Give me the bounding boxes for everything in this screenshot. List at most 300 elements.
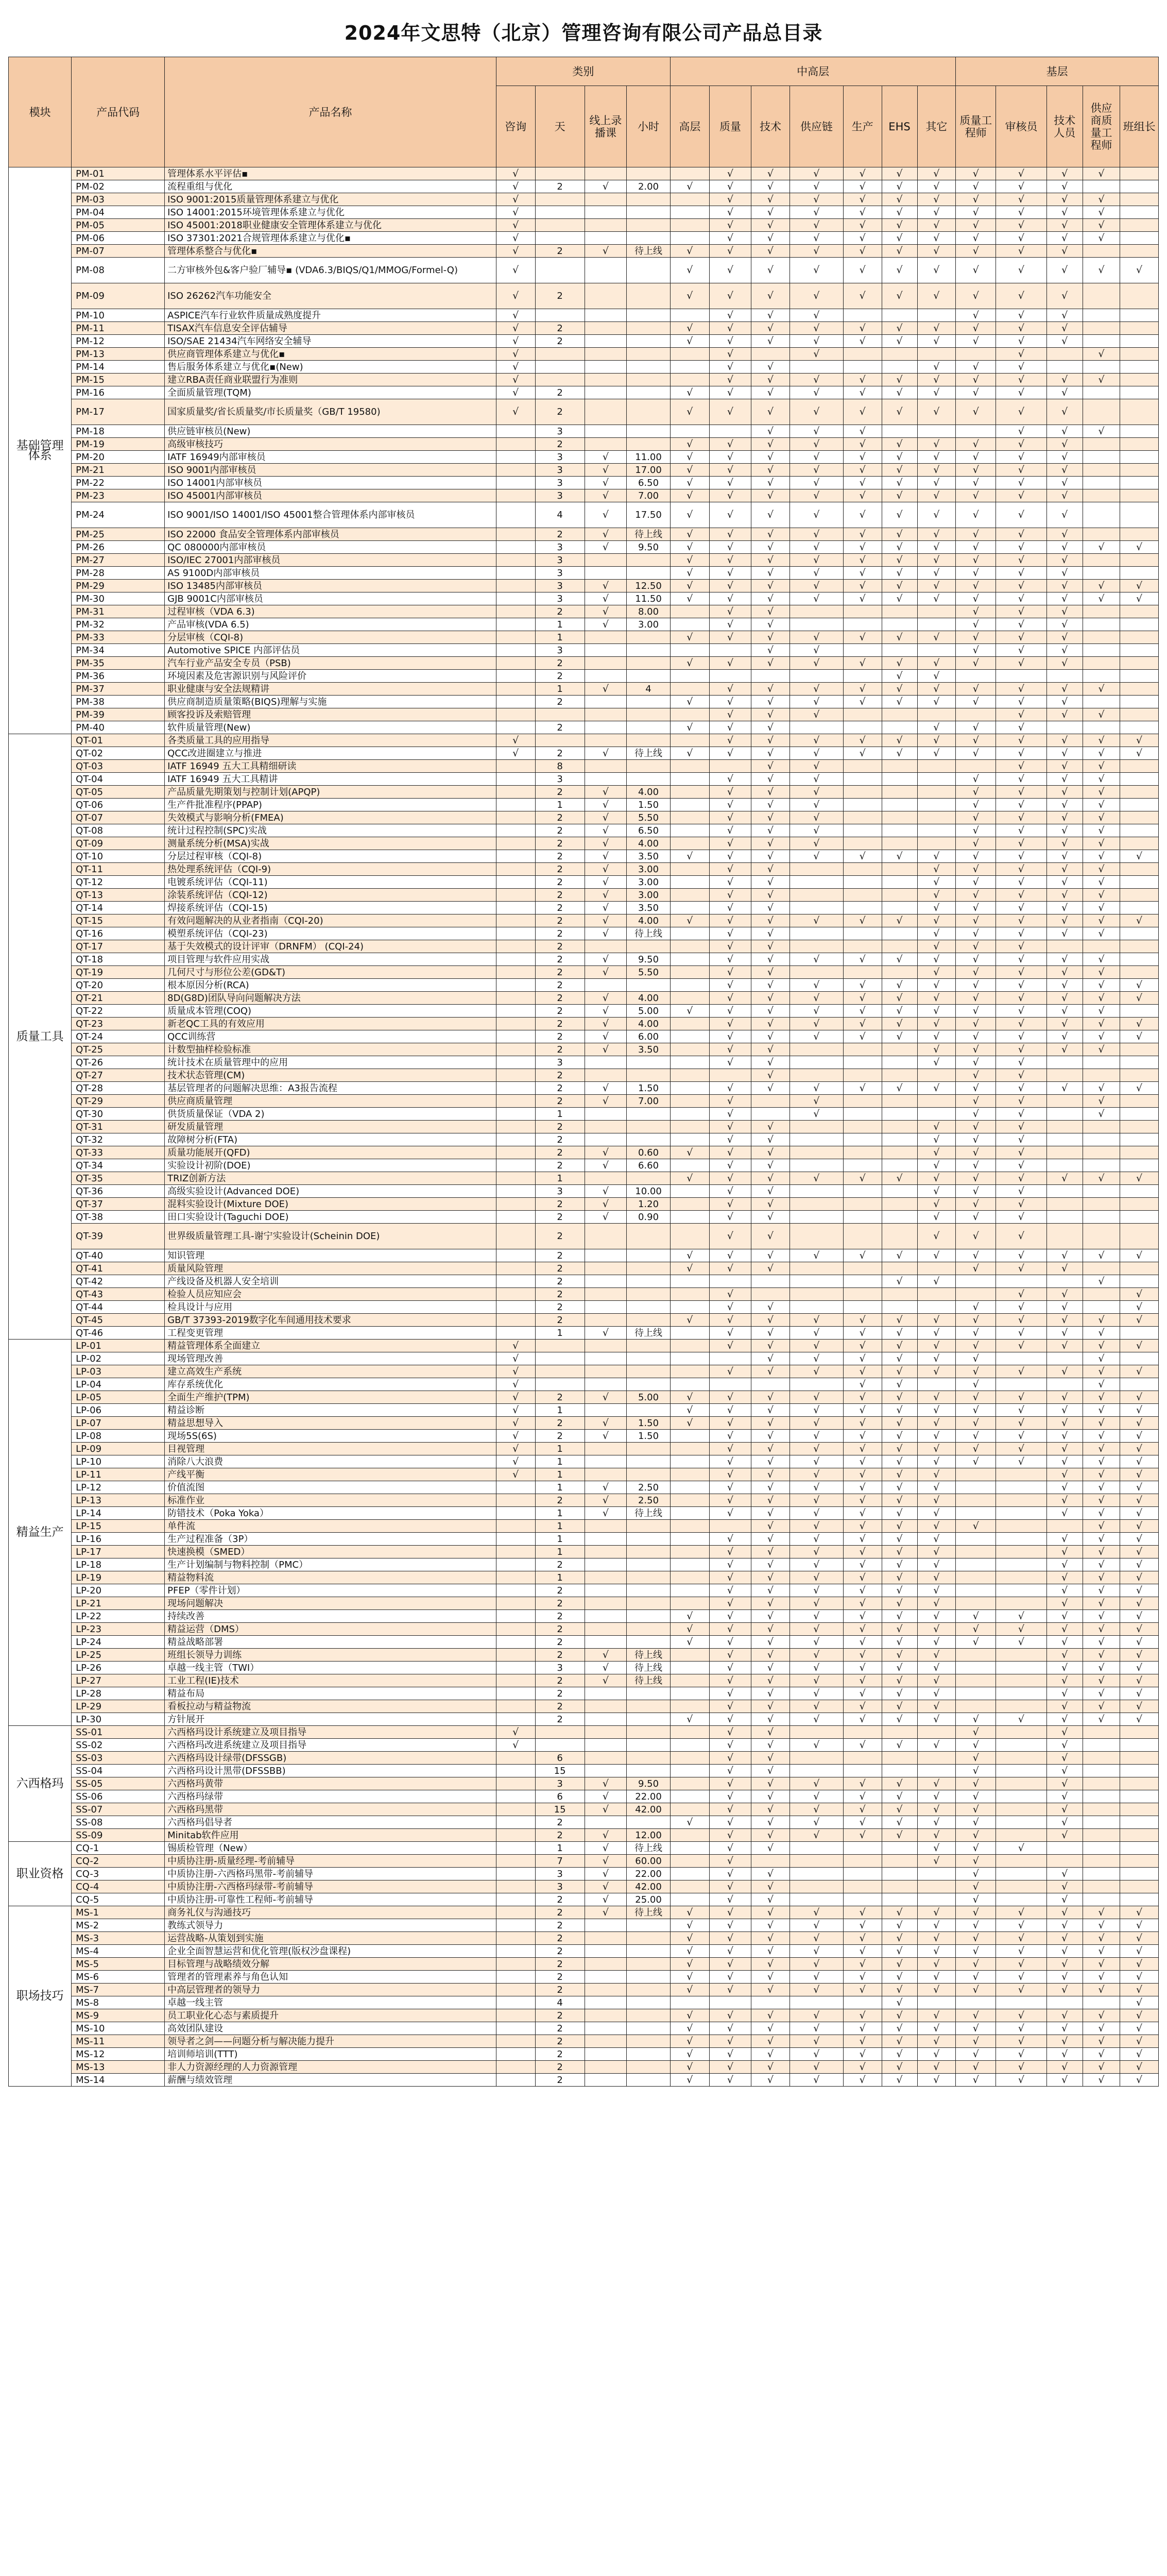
check-mark: √ <box>996 605 1046 618</box>
value-cell <box>585 438 626 451</box>
value-cell <box>917 824 956 837</box>
value-cell <box>1120 1005 1159 1018</box>
check-mark: √ <box>496 193 535 206</box>
check-mark: √ <box>917 1185 956 1198</box>
value-cell <box>882 1185 917 1198</box>
check-mark: √ <box>585 1893 626 1906</box>
check-mark: √ <box>996 348 1046 361</box>
value-cell <box>496 1996 535 2009</box>
table-row <box>9 657 1159 670</box>
product-code: LP-18 <box>72 1558 165 1571</box>
check-mark: √ <box>917 1984 956 1996</box>
check-mark: √ <box>996 1172 1046 1185</box>
check-mark: √ <box>917 322 956 335</box>
value-cell <box>496 721 535 734</box>
check-mark: √ <box>996 1211 1046 1224</box>
value-cell <box>670 1662 709 1674</box>
value-cell: 2 <box>535 335 585 348</box>
check-mark: √ <box>585 927 626 940</box>
check-mark: √ <box>670 2074 709 2087</box>
value-cell <box>917 1765 956 1777</box>
value-cell <box>627 399 671 425</box>
check-mark: √ <box>790 1790 843 1803</box>
check-mark: √ <box>585 541 626 554</box>
table-row <box>9 1662 1159 1674</box>
value-cell <box>496 1327 535 1340</box>
value-cell <box>1046 1378 1083 1391</box>
check-mark: √ <box>751 1842 790 1855</box>
value-cell <box>1120 605 1159 618</box>
check-mark: √ <box>790 1249 843 1262</box>
check-mark: √ <box>709 554 751 567</box>
value-cell: 5.00 <box>627 1391 671 1404</box>
value-cell: 6 <box>535 1790 585 1803</box>
table-row <box>9 193 1159 206</box>
product-code: PM-17 <box>72 399 165 425</box>
check-mark: √ <box>956 1790 996 1803</box>
check-mark: √ <box>996 1095 1046 1108</box>
value-cell: 2 <box>535 2048 585 2061</box>
value-cell <box>882 348 917 361</box>
check-mark: √ <box>956 1056 996 1069</box>
value-cell <box>1046 1842 1083 1855</box>
value-cell: 待上线 <box>627 1327 671 1340</box>
check-mark: √ <box>917 1443 956 1455</box>
check-mark: √ <box>751 502 790 528</box>
check-mark: √ <box>751 683 790 696</box>
check-mark: √ <box>956 1430 996 1443</box>
value-cell <box>670 1700 709 1713</box>
product-name: 目标管理与战略绩效分解 <box>165 1958 496 1971</box>
value-cell <box>670 1584 709 1597</box>
check-mark: √ <box>1083 786 1120 799</box>
check-mark: √ <box>709 811 751 824</box>
value-cell <box>996 1597 1046 1610</box>
check-mark: √ <box>670 399 709 425</box>
check-mark: √ <box>996 167 1046 180</box>
check-mark: √ <box>1046 824 1083 837</box>
check-mark: √ <box>843 657 882 670</box>
check-mark: √ <box>790 1018 843 1030</box>
value-cell: 2 <box>535 1623 585 1636</box>
value-cell <box>496 1198 535 1211</box>
check-mark: √ <box>709 876 751 889</box>
check-mark: √ <box>751 1584 790 1597</box>
product-code: MS-11 <box>72 2035 165 2048</box>
product-code: PM-30 <box>72 592 165 605</box>
check-mark: √ <box>843 1984 882 1996</box>
check-mark: √ <box>1120 1662 1159 1674</box>
product-name: 基层管理者的问题解决思维：A3报告流程 <box>165 1082 496 1095</box>
check-mark: √ <box>996 734 1046 747</box>
check-mark: √ <box>1046 631 1083 644</box>
check-mark: √ <box>996 708 1046 721</box>
check-mark: √ <box>1046 696 1083 708</box>
check-mark: √ <box>882 914 917 927</box>
check-mark: √ <box>843 464 882 477</box>
value-cell <box>1046 1352 1083 1365</box>
value-cell <box>496 451 535 464</box>
value-cell <box>790 1855 843 1868</box>
check-mark: √ <box>751 1352 790 1365</box>
check-mark: √ <box>790 1700 843 1713</box>
product-name: 教练式领导力 <box>165 1919 496 1932</box>
check-mark: √ <box>790 696 843 708</box>
check-mark: √ <box>996 580 1046 592</box>
check-mark: √ <box>751 760 790 773</box>
check-mark: √ <box>709 1172 751 1185</box>
table-row <box>9 773 1159 786</box>
value-cell <box>917 605 956 618</box>
check-mark: √ <box>709 1958 751 1971</box>
value-cell <box>1120 1056 1159 1069</box>
check-mark: √ <box>709 451 751 464</box>
value-cell <box>670 1597 709 1610</box>
check-mark: √ <box>751 1069 790 1082</box>
check-mark: √ <box>1046 2074 1083 2087</box>
check-mark: √ <box>585 605 626 618</box>
check-mark: √ <box>843 1018 882 1030</box>
check-mark: √ <box>917 940 956 953</box>
table-row <box>9 1365 1159 1378</box>
value-cell <box>496 2048 535 2061</box>
check-mark: √ <box>996 322 1046 335</box>
value-cell <box>585 760 626 773</box>
value-cell: 3 <box>535 425 585 438</box>
value-cell <box>585 283 626 309</box>
check-mark: √ <box>751 1018 790 1030</box>
product-code: PM-29 <box>72 580 165 592</box>
catalog-table <box>8 57 1159 2087</box>
check-mark: √ <box>751 889 790 902</box>
check-mark: √ <box>843 580 882 592</box>
check-mark: √ <box>882 1005 917 1018</box>
check-mark: √ <box>1120 2035 1159 2048</box>
product-code: QT-39 <box>72 1224 165 1249</box>
check-mark: √ <box>496 206 535 219</box>
check-mark: √ <box>751 541 790 554</box>
value-cell <box>882 927 917 940</box>
check-mark: √ <box>790 1443 843 1455</box>
value-cell <box>882 1095 917 1108</box>
check-mark: √ <box>751 1790 790 1803</box>
value-cell: 2 <box>535 438 585 451</box>
check-mark: √ <box>1120 1430 1159 1443</box>
value-cell <box>627 734 671 747</box>
product-name: 计数型抽样检验标准 <box>165 1043 496 1056</box>
check-mark: √ <box>790 824 843 837</box>
check-mark: √ <box>956 502 996 528</box>
check-mark: √ <box>1120 258 1159 283</box>
value-cell <box>496 1121 535 1133</box>
value-cell <box>1120 245 1159 258</box>
check-mark: √ <box>751 1571 790 1584</box>
check-mark: √ <box>996 1224 1046 1249</box>
value-cell <box>670 1030 709 1043</box>
check-mark: √ <box>751 1146 790 1159</box>
check-mark: √ <box>882 1546 917 1558</box>
value-cell: 2 <box>535 670 585 683</box>
value-cell <box>1120 940 1159 953</box>
value-cell <box>956 1494 996 1507</box>
value-cell: 42.00 <box>627 1880 671 1893</box>
check-mark: √ <box>709 2061 751 2074</box>
check-mark: √ <box>709 1146 751 1159</box>
value-cell <box>1120 309 1159 322</box>
check-mark: √ <box>585 1095 626 1108</box>
value-cell: 2 <box>535 1249 585 1262</box>
check-mark: √ <box>496 1404 535 1417</box>
value-cell: 3 <box>535 1880 585 1893</box>
value-cell <box>709 1275 751 1288</box>
check-mark: √ <box>843 2048 882 2061</box>
value-cell <box>670 734 709 747</box>
value-cell: 2 <box>535 747 585 760</box>
value-cell: 2 <box>535 1597 585 1610</box>
check-mark: √ <box>1120 914 1159 927</box>
product-name: 卓越一线主管 <box>165 1996 496 2009</box>
value-cell <box>496 1829 535 1842</box>
check-mark: √ <box>751 979 790 992</box>
check-mark: √ <box>709 180 751 193</box>
check-mark: √ <box>790 592 843 605</box>
value-cell <box>843 876 882 889</box>
check-mark: √ <box>1083 1558 1120 1571</box>
value-cell <box>1120 966 1159 979</box>
check-mark: √ <box>1046 438 1083 451</box>
value-cell <box>627 1919 671 1932</box>
value-cell <box>843 1056 882 1069</box>
value-cell: 2 <box>535 992 585 1005</box>
check-mark: √ <box>917 1739 956 1752</box>
value-cell <box>843 1159 882 1172</box>
value-cell <box>496 696 535 708</box>
value-cell <box>790 670 843 683</box>
check-mark: √ <box>996 1391 1046 1404</box>
check-mark: √ <box>1083 1043 1120 1056</box>
check-mark: √ <box>751 554 790 567</box>
value-cell: 8.00 <box>627 605 671 618</box>
table-row <box>9 927 1159 940</box>
value-cell <box>670 1765 709 1777</box>
product-name: 高级实验设计(Advanced DOE) <box>165 1185 496 1198</box>
check-mark: √ <box>1046 2009 1083 2022</box>
check-mark: √ <box>956 850 996 863</box>
check-mark: √ <box>917 1790 956 1803</box>
value-cell <box>1120 1211 1159 1224</box>
product-name: 供货质量保证（VDA 2) <box>165 1108 496 1121</box>
value-cell: 1 <box>535 631 585 644</box>
check-mark: √ <box>670 721 709 734</box>
check-mark: √ <box>843 1662 882 1674</box>
check-mark: √ <box>585 876 626 889</box>
check-mark: √ <box>709 1018 751 1030</box>
check-mark: √ <box>751 811 790 824</box>
check-mark: √ <box>882 477 917 489</box>
check-mark: √ <box>496 374 535 386</box>
check-mark: √ <box>1083 1082 1120 1095</box>
check-mark: √ <box>843 1430 882 1443</box>
product-name: 热处理系统评估（CQI-9) <box>165 863 496 876</box>
value-cell: 7 <box>535 1855 585 1868</box>
value-cell <box>790 1301 843 1314</box>
check-mark: √ <box>843 1365 882 1378</box>
value-cell <box>1120 953 1159 966</box>
check-mark: √ <box>843 1571 882 1584</box>
check-mark: √ <box>1083 1378 1120 1391</box>
value-cell <box>751 1996 790 2009</box>
check-mark: √ <box>790 837 843 850</box>
check-mark: √ <box>917 528 956 541</box>
value-cell <box>496 1520 535 1533</box>
check-mark: √ <box>751 747 790 760</box>
check-mark: √ <box>751 180 790 193</box>
product-name: 模塑系统评估（CQI-23) <box>165 927 496 940</box>
check-mark: √ <box>709 283 751 309</box>
value-cell: 2 <box>535 1030 585 1043</box>
check-mark: √ <box>996 979 1046 992</box>
check-mark: √ <box>882 1674 917 1687</box>
check-mark: √ <box>1120 1030 1159 1043</box>
check-mark: √ <box>1083 863 1120 876</box>
table-row <box>9 2061 1159 2074</box>
value-cell <box>496 1662 535 1674</box>
check-mark: √ <box>1120 1674 1159 1687</box>
check-mark: √ <box>751 940 790 953</box>
value-cell <box>585 322 626 335</box>
value-cell <box>1083 618 1120 631</box>
check-mark: √ <box>1046 1649 1083 1662</box>
check-mark: √ <box>956 1520 996 1533</box>
check-mark: √ <box>585 902 626 914</box>
value-cell <box>843 786 882 799</box>
check-mark: √ <box>790 1172 843 1185</box>
check-mark: √ <box>956 1352 996 1365</box>
product-name: 建立高效生产系统 <box>165 1365 496 1378</box>
value-cell: 2 <box>535 1314 585 1327</box>
check-mark: √ <box>790 1610 843 1623</box>
check-mark: √ <box>882 1443 917 1455</box>
check-mark: √ <box>996 554 1046 567</box>
check-mark: √ <box>882 374 917 386</box>
check-mark: √ <box>917 1455 956 1468</box>
value-cell <box>1120 232 1159 245</box>
value-cell <box>627 1984 671 1996</box>
check-mark: √ <box>709 618 751 631</box>
check-mark: √ <box>996 1043 1046 1056</box>
product-code: PM-31 <box>72 605 165 618</box>
check-mark: √ <box>1083 541 1120 554</box>
check-mark: √ <box>917 631 956 644</box>
check-mark: √ <box>956 232 996 245</box>
check-mark: √ <box>996 992 1046 1005</box>
table-row <box>9 348 1159 361</box>
value-cell <box>496 1185 535 1198</box>
check-mark: √ <box>956 1855 996 1868</box>
product-code: MS-10 <box>72 2022 165 2035</box>
check-mark: √ <box>882 1468 917 1481</box>
value-cell <box>627 2048 671 2061</box>
value-cell <box>1120 1121 1159 1133</box>
check-mark: √ <box>1083 1546 1120 1558</box>
check-mark: √ <box>882 1507 917 1520</box>
value-cell: 2 <box>535 721 585 734</box>
check-mark: √ <box>790 631 843 644</box>
check-mark: √ <box>709 361 751 374</box>
value-cell <box>496 1816 535 1829</box>
value-cell <box>585 1610 626 1623</box>
value-cell: 2 <box>535 902 585 914</box>
check-mark: √ <box>751 399 790 425</box>
table-row <box>9 1198 1159 1211</box>
product-code: LP-12 <box>72 1481 165 1494</box>
check-mark: √ <box>1083 1984 1120 1996</box>
table-row <box>9 1739 1159 1752</box>
value-cell <box>1083 489 1120 502</box>
table-row <box>9 1262 1159 1275</box>
value-cell <box>996 1352 1046 1365</box>
check-mark: √ <box>917 1082 956 1095</box>
check-mark: √ <box>917 966 956 979</box>
value-cell <box>882 361 917 374</box>
check-mark: √ <box>843 1352 882 1365</box>
product-code: QT-06 <box>72 799 165 811</box>
value-cell: 2 <box>535 1262 585 1275</box>
product-name: ISO/IEC 27001内部审核员 <box>165 554 496 567</box>
check-mark: √ <box>917 2074 956 2087</box>
check-mark: √ <box>917 1571 956 1584</box>
check-mark: √ <box>843 1906 882 1919</box>
value-cell: 1.50 <box>627 1430 671 1443</box>
value-cell <box>670 1996 709 2009</box>
value-cell <box>627 696 671 708</box>
check-mark: √ <box>1083 708 1120 721</box>
check-mark: √ <box>585 1649 626 1662</box>
value-cell <box>709 1520 751 1533</box>
check-mark: √ <box>956 747 996 760</box>
table-row <box>9 1030 1159 1043</box>
check-mark: √ <box>843 425 882 438</box>
check-mark: √ <box>882 1803 917 1816</box>
value-cell: 待上线 <box>627 1674 671 1687</box>
product-code: PM-34 <box>72 644 165 657</box>
value-cell <box>956 1700 996 1713</box>
value-cell <box>882 760 917 773</box>
value-cell <box>882 1765 917 1777</box>
product-name: 培训师培训(TTT) <box>165 2048 496 2061</box>
check-mark: √ <box>1120 2048 1159 2061</box>
check-mark: √ <box>1083 1005 1120 1018</box>
value-cell: 1 <box>535 1842 585 1855</box>
value-cell: 8 <box>535 760 585 773</box>
value-cell <box>1083 1121 1120 1133</box>
value-cell <box>882 773 917 786</box>
product-name: 供应商质量管理 <box>165 1095 496 1108</box>
value-cell <box>843 811 882 824</box>
check-mark: √ <box>790 1417 843 1430</box>
check-mark: √ <box>751 1121 790 1133</box>
check-mark: √ <box>790 1803 843 1816</box>
check-mark: √ <box>1120 1391 1159 1404</box>
check-mark: √ <box>751 1430 790 1443</box>
product-name: 中质协注册-六西格玛黑带-考前辅导 <box>165 1868 496 1880</box>
check-mark: √ <box>996 696 1046 708</box>
value-cell <box>882 1262 917 1275</box>
header-col: 咨询 <box>496 86 535 167</box>
header-col: EHS <box>882 86 917 167</box>
product-code: LP-15 <box>72 1520 165 1533</box>
check-mark: √ <box>843 592 882 605</box>
